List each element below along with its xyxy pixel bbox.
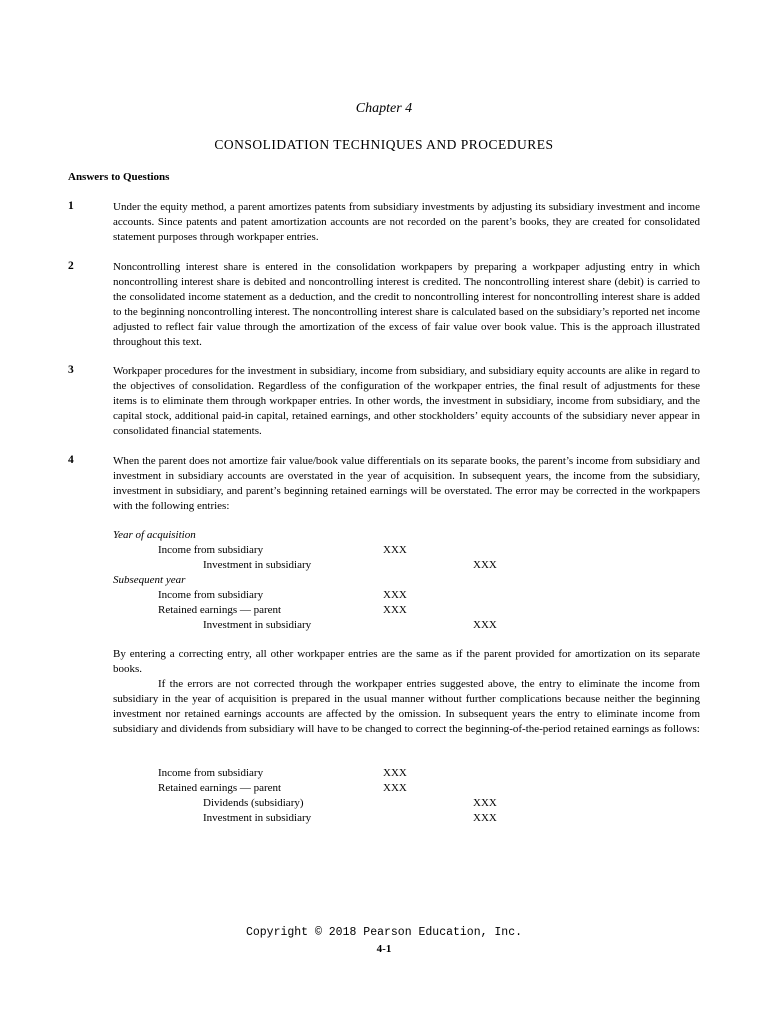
journal-entries-year-of-acquisition <box>113 528 533 633</box>
debit-amount: XXX <box>383 782 407 794</box>
answer-paragraph: Noncontrolling interest share is entered in the consolidation workpapers by preparing a workpaper adjusting entry in which noncontrolling interest share is debited and noncontrolling interest is credited. The noncontrolling interest share (debit) is carried to the consolidated income statement as a deduction, and the credit to noncontrolling interest for noncontrolling interest share is added to the beginning noncontrolling interest. The noncontrolling interest share is calculated based on the subsidiary’s reported net income adjusted to reflect fair value through the amortization of the excess of fair value over book value. This is the approach illustrated throughout this text. <box>113 261 700 348</box>
section-heading: Answers to Questions <box>68 171 170 183</box>
question-answer <box>113 454 700 514</box>
question-number: 4 <box>68 454 74 466</box>
question-number: 2 <box>68 260 74 272</box>
journal-row <box>113 588 533 603</box>
journal-row <box>113 603 533 618</box>
debit-account: Retained earnings — parent <box>158 782 282 794</box>
question-answer <box>113 647 700 737</box>
credit-amount: XXX <box>473 812 497 824</box>
entry-heading: Subsequent year <box>113 574 186 586</box>
page-number: 4-1 <box>376 943 392 955</box>
journal-row <box>113 528 533 543</box>
credit-amount: XXX <box>473 559 497 571</box>
credit-account: Investment in subsidiary <box>203 559 312 571</box>
credit-account: Investment in subsidiary <box>203 812 312 824</box>
copyright-notice: Copyright © 2018 Pearson Education, Inc. <box>245 926 523 939</box>
debit-amount: XXX <box>383 589 407 601</box>
answer-paragraph: Under the equity method, a parent amortizes patents from subsidiary investments by adjusting its subsidiary investment and income accounts. Since patents and patent amortization accounts are not recorded on the parent’s books, they are created for consolidated statement purposes through workpaper entries. <box>113 201 700 243</box>
entry-heading: Year of acquisition <box>113 529 196 541</box>
answer-paragraph: By entering a correcting entry, all other workpaper entries are the same as if the parent provided for amortization on its separate books. <box>113 648 700 675</box>
journal-entries-subsequent-correction <box>113 766 533 826</box>
journal-row <box>113 558 533 573</box>
answer-paragraph: Workpaper procedures for the investment in subsidiary, income from subsidiary, and subsidiary equity accounts are alike in regard to the objectives of consolidation. Regardless of the configuration of the workpaper entries, the final result of adjustments for these items is to eliminate them through workpaper entries. In other words, the investment in subsidiary, income from subsidiary, and the capital stock, additional paid-in capital, retained earnings, and other stockholders’ equity accounts of the subsidiary never appear in consolidated financial statements. <box>113 365 700 437</box>
debit-account: Income from subsidiary <box>158 589 264 601</box>
credit-amount: XXX <box>473 797 497 809</box>
question-answer <box>113 364 700 439</box>
debit-account: Retained earnings — parent <box>158 604 282 616</box>
credit-account: Investment in subsidiary <box>203 619 312 631</box>
chapter-title: CONSOLIDATION TECHNIQUES AND PROCEDURES <box>214 137 554 152</box>
journal-row <box>113 573 533 588</box>
journal-row <box>113 796 533 811</box>
question-answer <box>113 260 700 350</box>
debit-account: Income from subsidiary <box>158 544 264 556</box>
chapter-label: Chapter 4 <box>355 101 413 116</box>
debit-account: Income from subsidiary <box>158 767 264 779</box>
debit-amount: XXX <box>383 544 407 556</box>
question-answer <box>113 200 700 245</box>
journal-row <box>113 811 533 826</box>
question-number: 3 <box>68 364 74 376</box>
journal-row <box>113 766 533 781</box>
journal-row <box>113 543 533 558</box>
debit-amount: XXX <box>383 604 407 616</box>
credit-amount: XXX <box>473 619 497 631</box>
answer-paragraph: When the parent does not amortize fair value/book value differentials on its separate books, the parent’s income from subsidiary and investment in subsidiary accounts are overstated in the year of acquisition. In subsequent years, the income from the subsidiary, investment in subsidiary, and parent’s beginning retained earnings will be overstated. The error may be corrected in the workpapers with the following entries: <box>113 455 700 512</box>
journal-row <box>113 618 533 633</box>
answer-paragraph: If the errors are not corrected through the workpaper entries suggested above, the entry to eliminate the income from subsidiary in the year of acquisition is prepared in the usual manner without further complications because neither the beginning investment nor retained earnings accounts are affected by the omission. In subsequent years the entry to eliminate income from subsidiary and dividends from subsidiary will have to be changed to correct the beginning-of-the-period retained earnings as follows: <box>113 678 700 735</box>
journal-row <box>113 781 533 796</box>
credit-account: Dividends (subsidiary) <box>203 797 304 809</box>
question-number: 1 <box>68 200 74 212</box>
debit-amount: XXX <box>383 767 407 779</box>
